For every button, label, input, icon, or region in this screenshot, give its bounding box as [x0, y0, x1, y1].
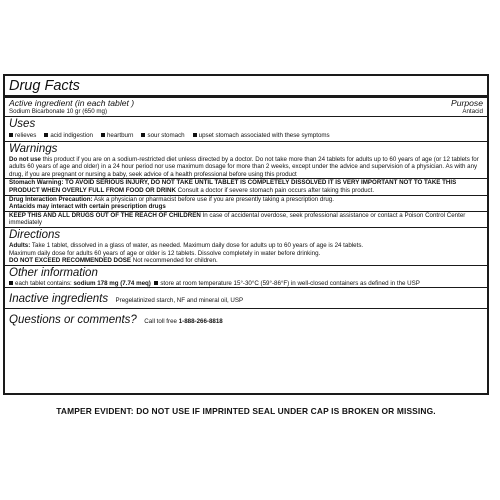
warnings-keep-out: KEEP THIS AND ALL DRUGS OUT OF THE REACH OF CHILDREN In case of accidental overdose, seek professional assistance or contact a Poison Control Center immediately [9, 211, 466, 227]
directions-max: Maximum daily dose for adults 60 years of age or older is 12 tablets. Dissolve completely in water before drinking. [9, 249, 321, 257]
active-ingredient-row [9, 108, 483, 116]
directions-adults: Adults: Take 1 tablet, dissolved in a glass of water, as needed. Maximum daily dose for adults up to 60 years of age is 24 tablets. [9, 241, 364, 249]
directions-exceed: DO NOT EXCEED RECOMMENDED DOSE Not recommended for children. [9, 257, 218, 265]
questions-heading: Questions or comments? [9, 314, 137, 327]
purpose-text: Antacid [462, 108, 483, 115]
divider [5, 287, 487, 288]
uses-item: heartburn [101, 132, 134, 140]
inactive-ingredients-text: Pregelatinized starch, NF and mineral oil, USP [115, 297, 244, 305]
divider [5, 116, 487, 117]
bullet-icon [9, 133, 13, 137]
uses-item: acid indigestion [44, 132, 93, 140]
drug-facts-panel [3, 74, 489, 395]
drug-facts-title: Drug Facts [9, 78, 80, 94]
warnings-heading: Warnings [9, 142, 58, 155]
other-information-text: each tablet contains: sodium 178 mg (7.74 meq) store at room temperature 15°-30°C (59°-86°F) in well-closed containers as defined in the USP [9, 280, 483, 288]
bullet-icon [9, 281, 13, 285]
bullet-icon [141, 133, 145, 137]
active-ingredient-header-row [9, 98, 483, 108]
divider [5, 308, 487, 309]
active-ingredient-heading: Active ingredient (in each tablet ) [9, 98, 135, 108]
directions-heading: Directions [9, 228, 61, 241]
warnings-interaction: Drug Interaction Precaution: Ask a physician or pharmacist before use if you are presently taking a prescription drug. [9, 195, 334, 203]
uses-item: relieves [9, 132, 36, 140]
bullet-icon [154, 281, 158, 285]
divider [5, 227, 487, 228]
uses-item: upset stomach associated with these symptoms [193, 132, 330, 140]
inactive-ingredients-row [9, 289, 483, 307]
uses-heading: Uses [9, 117, 36, 130]
bullet-icon [101, 133, 105, 137]
tamper-evident-notice: TAMPER EVIDENT: DO NOT USE IF IMPRINTED SEAL UNDER CAP IS BROKEN OR MISSING. [56, 406, 436, 416]
warnings-do-not-use: Do not use this product if you are on a sodium-restricted diet unless directed by a doctor. Do not take more than 24 tablets for adults up to 60 years of age (or 12 tablets for adults 60 years of age and older) in a 24 hour period nor use maximum dosage for more than 2 weeks, except under the advice and supervision of a physician. As with any drug, if you are pregnant or nursing a baby, seek advice of a health professional before using this product [9, 155, 479, 178]
bullet-icon [193, 133, 197, 137]
active-ingredient-text: Sodium Bicarbonate 10 gr (650 mg) [9, 108, 108, 115]
questions-text: Call toll free 1-888-266-8818 [144, 318, 223, 326]
divider [5, 265, 487, 266]
uses-list [9, 132, 483, 140]
purpose-heading: Purpose [450, 98, 483, 108]
inactive-ingredients-heading: Inactive ingredients [9, 293, 109, 306]
bullet-icon [44, 133, 48, 137]
other-information-heading: Other information [9, 266, 98, 279]
warnings-stomach: Stomach Warning: TO AVOID SERIOUS INJURY, DO NOT TAKE UNTIL TABLET IS COMPLETELY DISSOLVED IT IS VERY IMPORTANT NOT TO TAKE THIS PRODUCT WHEN OVERLY FULL FROM FOOD OR DRINK Consult a doctor if severe stomach pain occurs after taking this product. [9, 179, 457, 194]
divider [5, 141, 487, 142]
uses-item: sour stomach [141, 132, 184, 140]
questions-row [9, 310, 483, 328]
warnings-antacids: Antacids may interact with certain prescription drugs [9, 203, 166, 211]
